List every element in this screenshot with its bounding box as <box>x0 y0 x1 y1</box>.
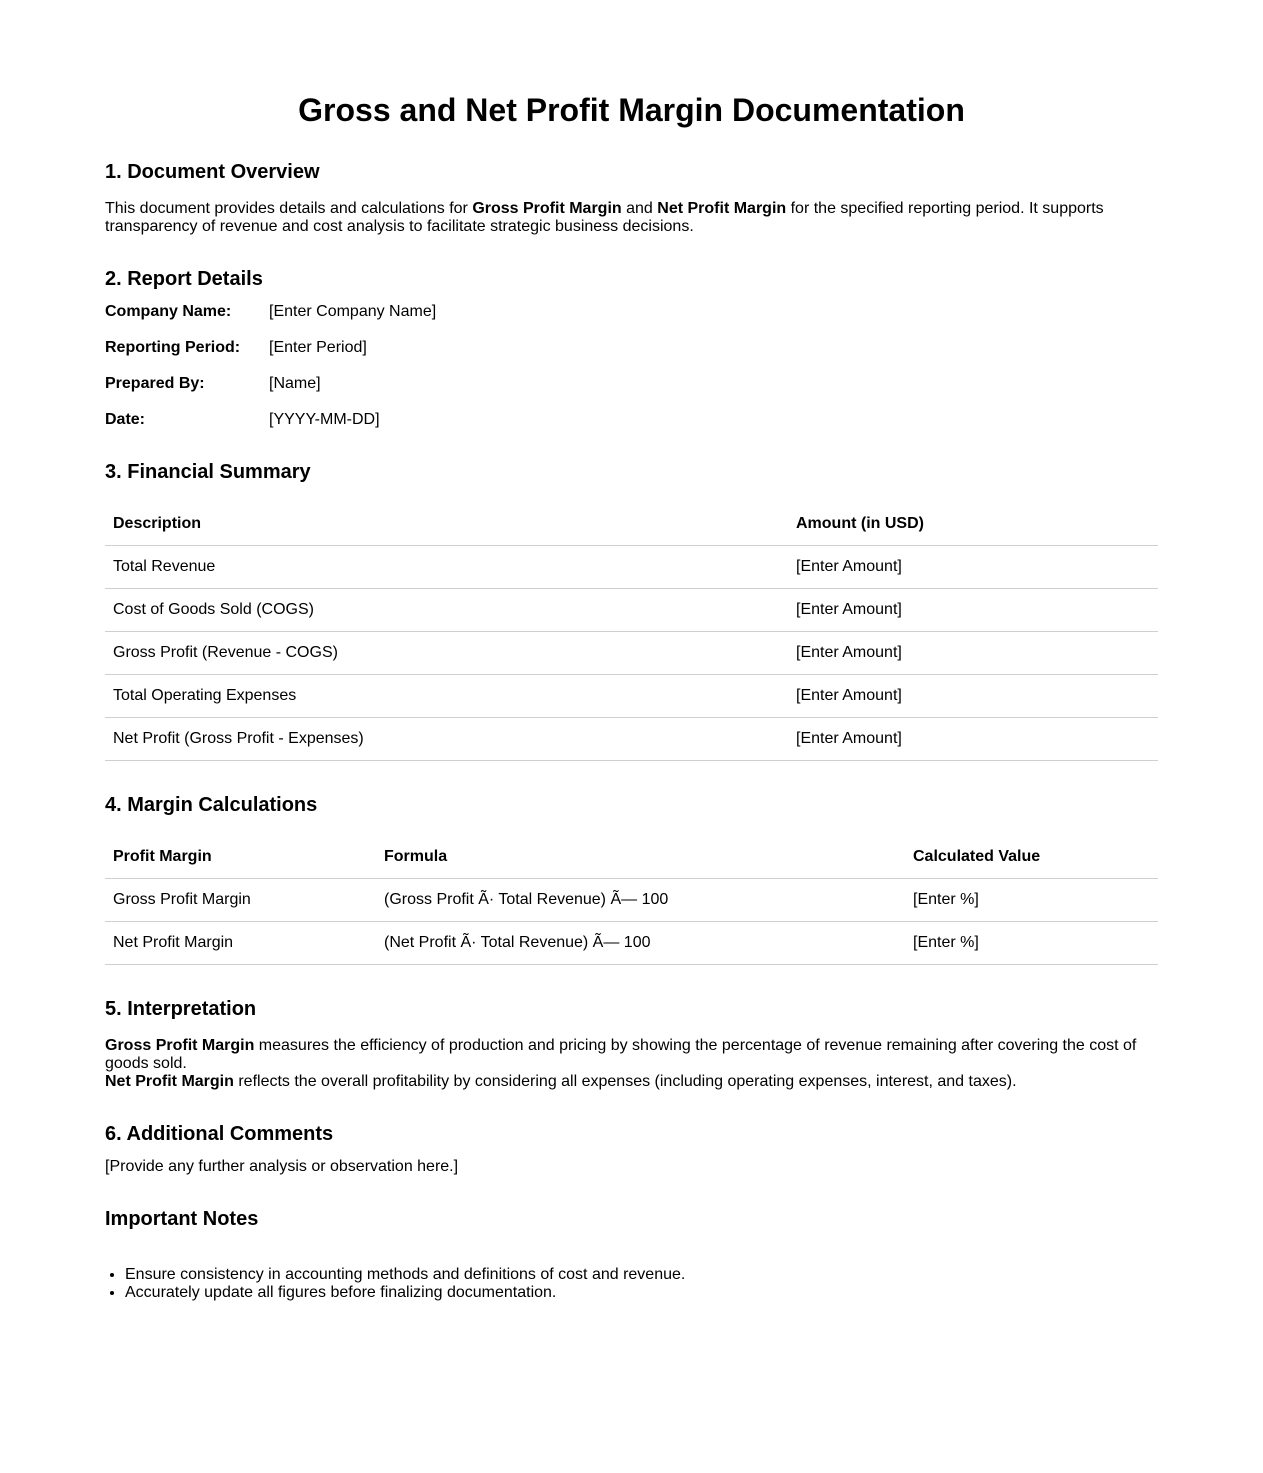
table-row <box>105 632 1158 675</box>
row-amount: [Enter Amount] <box>788 718 1158 761</box>
row-value: [Enter %] <box>905 879 1158 922</box>
table-header-row <box>105 836 1158 879</box>
table-row <box>105 922 1158 965</box>
row-amount: [Enter Amount] <box>788 546 1158 589</box>
column-header-description: Description <box>105 503 788 546</box>
comments-text: [Provide any further analysis or observation here.] <box>105 1158 459 1175</box>
overview-text-3: for the specified reporting period. It supports transparency of revenue and cost analysis to facilitate strategic business decisions. <box>105 200 1104 235</box>
comments-heading: 6. Additional Comments <box>105 1123 334 1145</box>
detail-label: Date: <box>105 411 146 428</box>
row-formula: (Gross Profit Ã· Total Revenue) Ã— 100 <box>376 879 905 922</box>
row-description: Total Operating Expenses <box>105 675 788 718</box>
overview-text-2: and <box>621 200 658 217</box>
report-details-heading: 2. Report Details <box>105 268 263 290</box>
detail-label: Reporting Period: <box>105 339 241 356</box>
column-header-calculated-value: Calculated Value <box>905 836 1158 879</box>
table-row <box>105 879 1158 922</box>
table-header-row <box>105 503 1158 546</box>
document-title: Gross and Net Profit Margin Documentation <box>298 92 965 128</box>
overview-paragraph <box>105 200 1158 236</box>
detail-value: [Enter Company Name] <box>269 303 437 320</box>
detail-value: [Name] <box>269 375 321 392</box>
row-description: Net Profit (Gross Profit - Expenses) <box>105 718 788 761</box>
overview-bold-net: Net Profit Margin <box>657 200 787 217</box>
table-row <box>105 546 1158 589</box>
table-row <box>105 675 1158 718</box>
list-item: • Accurately update all figures before finalizing documentation. <box>125 1284 685 1302</box>
notes-heading: Important Notes <box>105 1208 259 1230</box>
overview-heading: 1. Document Overview <box>105 161 320 183</box>
row-description: Total Revenue <box>105 546 788 589</box>
interpretation-net-bold: Net Profit Margin <box>105 1073 234 1090</box>
notes-list <box>105 1266 685 1302</box>
column-header-amount: Amount (in USD) <box>788 503 1158 546</box>
overview-bold-gross: Gross Profit Margin <box>472 200 622 217</box>
list-item: • Ensure consistency in accounting methods and definitions of cost and revenue. <box>125 1266 685 1284</box>
column-header-formula: Formula <box>376 836 905 879</box>
table-row <box>105 718 1158 761</box>
financial-summary-heading: 3. Financial Summary <box>105 461 311 483</box>
row-margin-name: Net Profit Margin <box>105 922 376 965</box>
interpretation-gross-bold: Gross Profit Margin <box>105 1037 255 1054</box>
detail-label: Prepared By: <box>105 375 205 392</box>
row-margin-name: Gross Profit Margin <box>105 879 376 922</box>
margin-calculations-heading: 4. Margin Calculations <box>105 794 318 816</box>
row-amount: [Enter Amount] <box>788 589 1158 632</box>
interpretation-heading: 5. Interpretation <box>105 998 257 1020</box>
detail-label: Company Name: <box>105 303 232 320</box>
margin-calculations-table <box>105 836 1158 965</box>
row-amount: [Enter Amount] <box>788 632 1158 675</box>
interpretation-net-text: reflects the overall profitability by considering all expenses (including operating expenses, interest, and taxes). <box>233 1073 1017 1090</box>
overview-text-1: This document provides details and calculations for <box>105 200 473 217</box>
row-description: Gross Profit (Revenue - COGS) <box>105 632 788 675</box>
row-amount: [Enter Amount] <box>788 675 1158 718</box>
row-value: [Enter %] <box>905 922 1158 965</box>
detail-value: [Enter Period] <box>269 339 367 356</box>
column-header-profit-margin: Profit Margin <box>105 836 376 879</box>
row-description: Cost of Goods Sold (COGS) <box>105 589 788 632</box>
table-row <box>105 589 1158 632</box>
financial-summary-table <box>105 503 1158 761</box>
interpretation-gross-text: measures the efficiency of production and pricing by showing the percentage of revenue remaining after covering the cost of goods sold. <box>105 1037 1137 1072</box>
row-formula: (Net Profit Ã· Total Revenue) Ã— 100 <box>376 922 905 965</box>
interpretation-paragraph <box>105 1037 1158 1091</box>
detail-value: [YYYY-MM-DD] <box>269 411 380 428</box>
